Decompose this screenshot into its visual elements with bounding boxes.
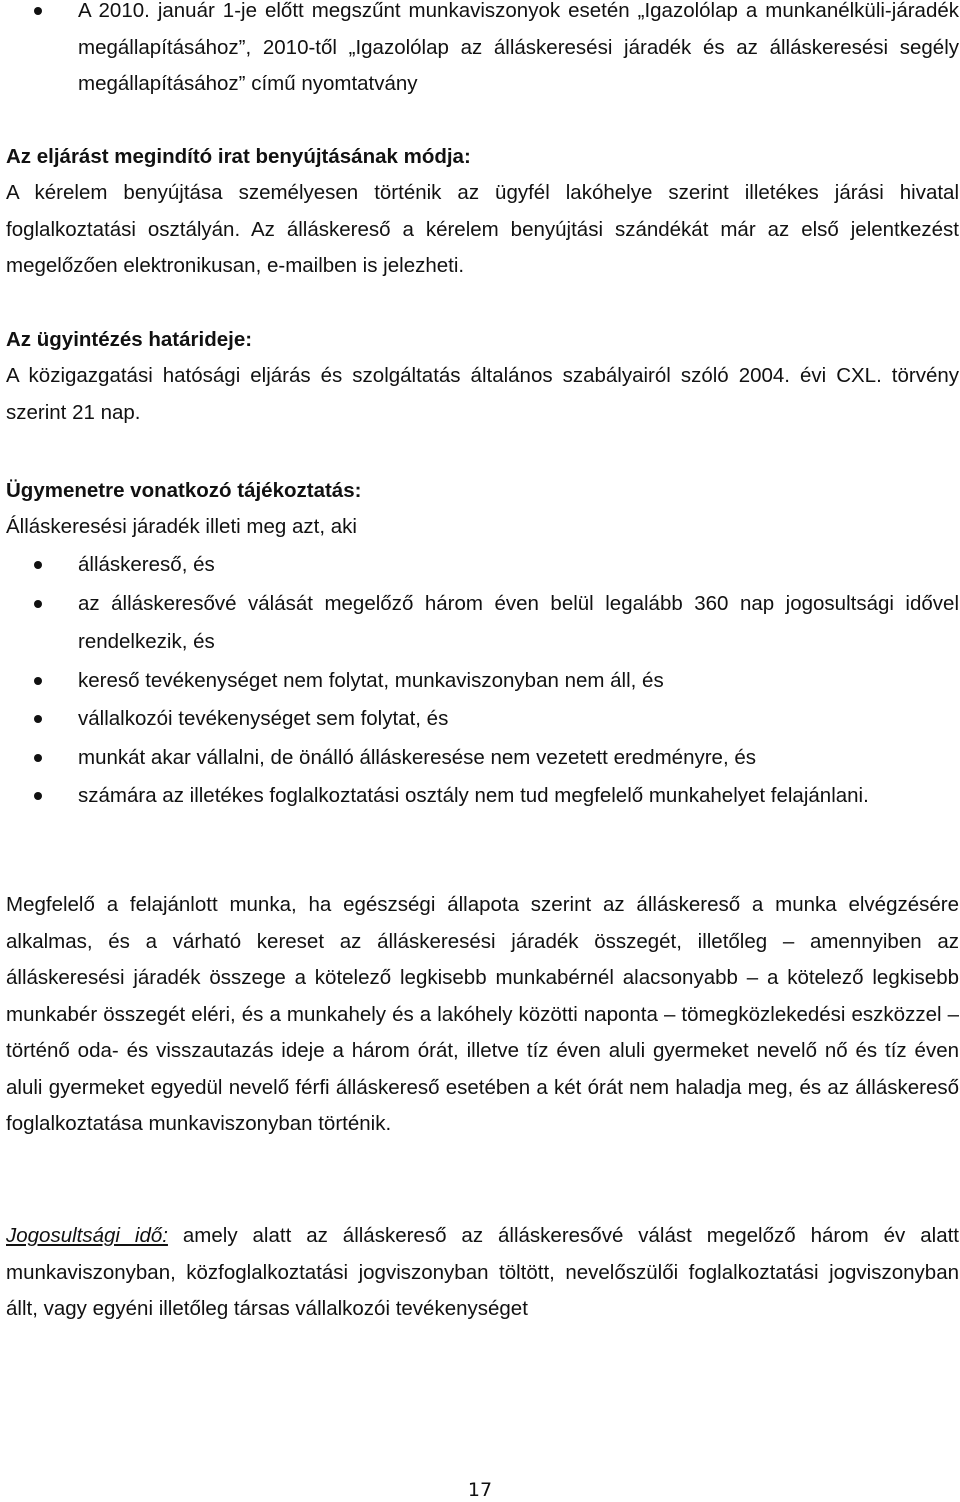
list-item xyxy=(6,585,959,662)
bullet-icon xyxy=(34,715,42,723)
condition-text: kereső tevékenységet nem folytat, munkaviszonyban nem áll, és xyxy=(78,668,664,692)
condition-text: munkát akar vállalni, de önálló álláskeresése nem vezetett eredményre, és xyxy=(78,745,756,769)
condition-text: az álláskeresővé válását megelőző három éven belül legalább 360 nap jogosultsági idővel rendelkezik, és xyxy=(78,591,959,653)
list-item xyxy=(6,662,959,701)
procedure-intro: Álláskeresési járadék illeti meg azt, aki xyxy=(6,515,357,538)
bullet-icon xyxy=(34,754,42,762)
condition-text: számára az illetékes foglalkoztatási osztály nem tud megfelelő munkahelyet felajánlani. xyxy=(78,784,869,807)
bullet-icon xyxy=(34,677,42,685)
bullet-icon xyxy=(34,561,42,569)
submission-text: A kérelem benyújtása személyesen történik az ügyfél lakóhelye szerint illetékes járási hivatal foglalkoztatási osztályán. Az álláskereső a kérelem benyújtási szándékát már az első jelentkezést megelőzően elektronikusan, e-mailben is jelezheti. xyxy=(6,181,959,277)
eligibility-paragraph xyxy=(6,1218,959,1328)
page-number: 17 xyxy=(467,1479,493,1501)
condition-text: vállalkozói tevékenységet sem folytat, és xyxy=(78,707,449,730)
eligibility-text: amely alatt az álláskereső az álláskeresővé válást megelőző három év alatt munkaviszonyban, közfoglalkoztatási jogviszonyban töltött, nevelőszülői foglalkoztatási jogviszonyban állt, vagy egyéni illetőleg társas vállalkozói tevékenységet xyxy=(6,1224,959,1320)
list-item xyxy=(6,700,959,739)
suitable-work-paragraph: Megfelelő a felajánlott munka, ha egészségi állapota szerint az álláskereső a munka elvégzésére alkalmas, és a várható kereset az álláskeresési járadék összegét, illetőleg – amennyiben az álláskeresési járadék összege a kötelező legkisebb munkabérnél alacsonyabb – a kötelező legkisebb munkabér összegét eléri, és a munkahely és a lakóhely közötti naponta – tömegközlekedési eszközzel – történő oda- és visszautazás ideje a három órát, illetve tíz éven aluli gyermeket nevelő nő és tíz éven aluli gyermeket egyedül nevelő férfi álláskereső esetében a két órát nem haladja meg, és az álláskereső foglalkoztatása munkaviszonyban történik. xyxy=(6,893,959,1135)
list-item xyxy=(6,546,959,585)
deadline-text: A közigazgatási hatósági eljárás és szolgáltatás általános szabályairól szóló 2004. évi CXL. törvény szerint 21 nap. xyxy=(6,364,959,424)
bullet-icon xyxy=(34,7,42,15)
bullet-icon xyxy=(34,600,42,608)
intro-bullet-list xyxy=(6,0,959,103)
eligibility-conditions-list xyxy=(6,546,959,816)
intro-bullet-text: A 2010. január 1-je előtt megszűnt munkaviszonyok esetén „Igazolólap a munkanélküli-járadék megállapításához”, 2010-től „Igazolólap az álláskeresési járadék és az álláskeresési segély megállapításához” című nyomtatvány xyxy=(78,0,959,95)
procedure-heading: Ügymenetre vonatkozó tájékoztatás: xyxy=(6,479,362,502)
list-item xyxy=(6,777,959,816)
bullet-icon xyxy=(34,792,42,800)
deadline-heading: Az ügyintézés határideje: xyxy=(6,328,253,351)
eligibility-term: Jogosultsági idő: xyxy=(6,1224,168,1247)
condition-text: álláskereső, és xyxy=(78,553,215,576)
list-item xyxy=(6,0,959,103)
submission-heading: Az eljárást megindító irat benyújtásának módja: xyxy=(6,145,471,168)
list-item xyxy=(6,739,959,778)
